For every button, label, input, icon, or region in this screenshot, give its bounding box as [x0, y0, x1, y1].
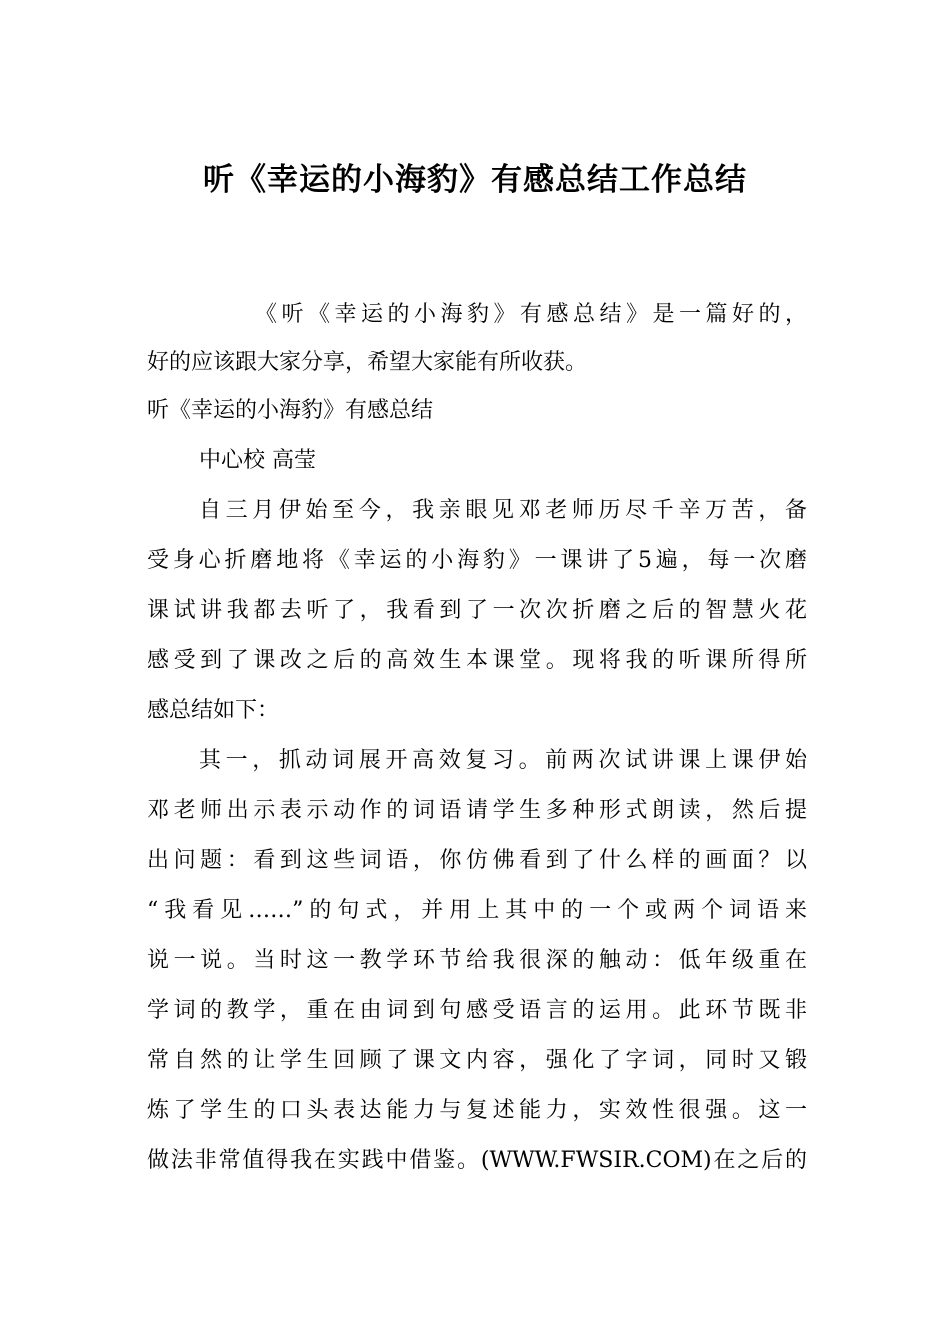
intro-line-1: 《听《幸运的小海豹》有感总结》是一篇好的， — [255, 302, 807, 327]
paragraph-2-line-8: 炼了学生的口头表达能力与复述能力，实效性很强。这一 — [147, 1098, 807, 1123]
paragraph-2-line-7: 常自然的让学生回顾了课文内容，强化了字词，同时又锻 — [147, 1048, 807, 1073]
paragraph-1-line-1: 自三月伊始至今，我亲眼见邓老师历尽千辛万苦，备 — [199, 498, 807, 523]
subtitle-line: 听《幸运的小海豹》有感总结 — [147, 398, 434, 423]
paragraph-2-line-5: 说一说。当时这一教学环节给我很深的触动：低年级重在 — [147, 948, 807, 973]
paragraph-2-line-9: 做法非常值得我在实践中借鉴。(WWW.FWSIR.COM)在之后的 — [147, 1148, 807, 1173]
paragraph-2-line-2: 邓老师出示表示动作的词语请学生多种形式朗读，然后提 — [147, 798, 807, 823]
author-line: 中心校 高莹 — [199, 448, 316, 473]
paragraph-2-line-4: “我看见……”的句式，并用上其中的一个或两个词语来 — [147, 898, 807, 923]
paragraph-1-line-5: 感总结如下： — [147, 698, 280, 723]
paragraph-2-line-3: 出问题：看到这些词语，你仿佛看到了什么样的画面？以 — [147, 848, 807, 873]
paragraph-1-line-4: 感受到了课改之后的高效生本课堂。现将我的听课所得所 — [147, 648, 807, 673]
paragraph-2-line-6: 学词的教学，重在由词到句感受语言的运用。此环节既非 — [147, 998, 807, 1023]
intro-line-2: 好的应该跟大家分享，希望大家能有所收获。 — [147, 350, 588, 375]
paragraph-1-line-3: 课试讲我都去听了，我看到了一次次折磨之后的智慧火花 — [147, 598, 807, 623]
document-title: 听《幸运的小海豹》有感总结工作总结 — [203, 162, 747, 198]
paragraph-1-line-2: 受身心折磨地将《幸运的小海豹》一课讲了5遍，每一次磨 — [147, 548, 807, 573]
paragraph-2-line-1: 其一，抓动词展开高效复习。前两次试讲课上课伊始 — [199, 748, 807, 773]
